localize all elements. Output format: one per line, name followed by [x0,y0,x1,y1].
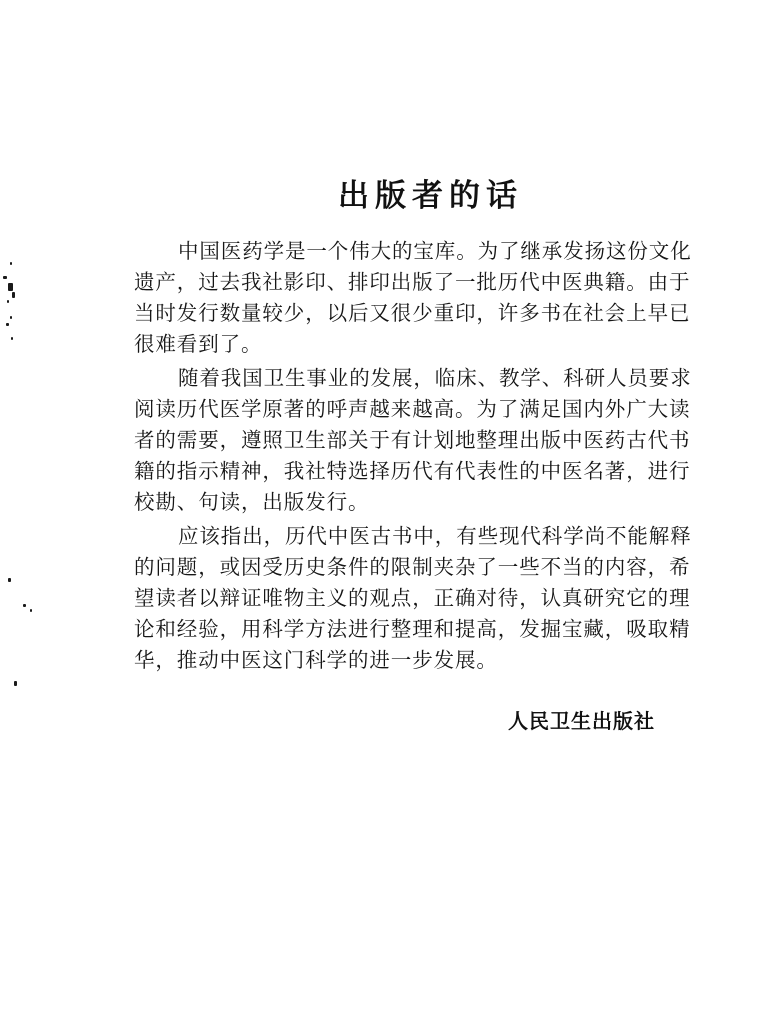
scan-speck [23,604,26,607]
scan-speck [3,276,7,279]
scan-speck [12,292,15,298]
scan-speck [6,323,9,326]
paragraph-1-line-3: 当时发行数量较少，以后又很少重印，许多书在社会上早已 [134,301,691,325]
publisher-signature: 人民卫生出版社 [508,709,655,733]
page-title: 出版者的话 [338,178,523,214]
paragraph-2-line-5: 校勘、句读，出版发行。 [134,490,370,514]
paragraph-3-line-3: 望读者以辩证唯物主义的观点，正确对待，认真研究它的理 [134,586,691,610]
paragraph-2-line-2: 阅读历代医学原著的呼声越来越高。为了满足国内外广大读 [134,397,691,421]
paragraph-1-line-1: 中国医药学是一个伟大的宝库。为了继承发扬这份文化 [178,239,692,263]
scan-speck [8,283,13,291]
scan-speck [8,578,11,582]
paragraph-3-line-1: 应该指出，历代中医古书中，有些现代科学尚不能解释 [178,524,692,548]
paragraph-3-line-5: 华，推动中医这门科学的进一步发展。 [134,648,498,672]
paragraph-1-line-2: 遗产，过去我社影印、排印出版了一批历代中医典籍。由于 [134,270,691,294]
paragraph-2-line-3: 者的需要，遵照卫生部关于有计划地整理出版中医药古代书 [134,428,691,452]
paragraph-2-line-4: 籍的指示精神，我社特选择历代有代表性的中医名著，进行 [134,459,691,483]
scan-speck [10,316,12,319]
scan-speck [14,681,17,686]
scan-speck [7,300,9,303]
paragraph-3-line-4: 论和经验，用科学方法进行整理和提高，发掘宝藏，吸取精 [134,617,691,641]
paragraph-1-line-4: 很难看到了。 [134,332,263,356]
scan-speck [30,609,32,612]
scan-speck [11,337,13,340]
scan-speck [10,262,12,265]
paragraph-3-line-2: 的问题，或因受历史条件的限制夹杂了一些不当的内容，希 [134,555,691,579]
paragraph-2-line-1: 随着我国卫生事业的发展，临床、教学、科研人员要求 [178,366,692,390]
